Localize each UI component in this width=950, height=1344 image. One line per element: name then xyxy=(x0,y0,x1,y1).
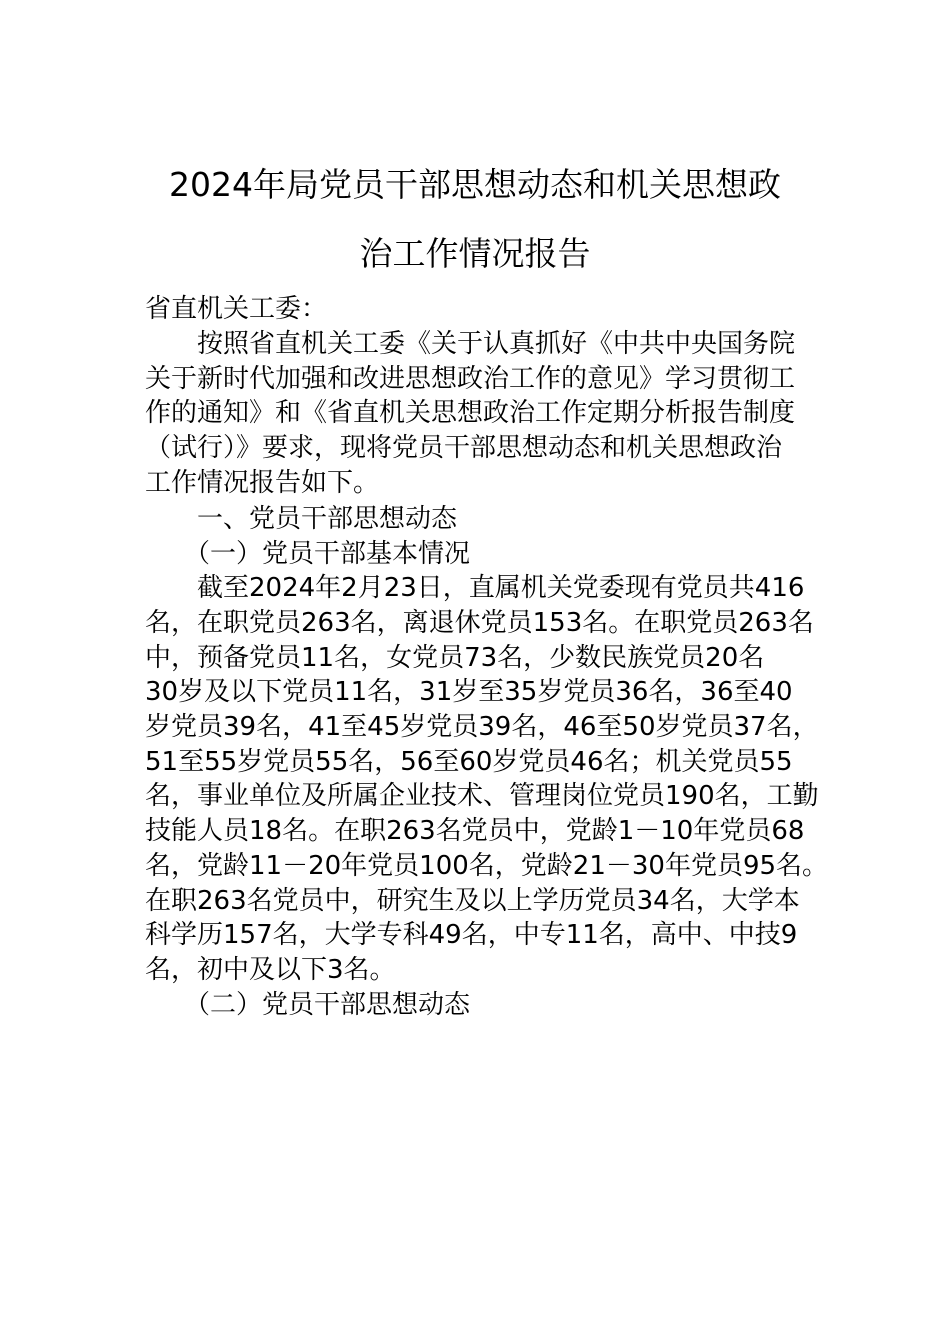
document-title-line-1: 2024年局党员干部思想动态和机关思想政 xyxy=(169,165,781,204)
paragraph-line: 截至2024年2月23日，直属机关党委现有党员共416 xyxy=(145,573,805,603)
paragraph-line: 30岁及以下党员11名，31岁至35岁党员36名，36至40 xyxy=(145,677,793,707)
paragraph-line: 关于新时代加强和改进思想政治工作的意见》学习贯彻工 xyxy=(145,364,796,394)
paragraph-line: 名，事业单位及所属企业技术、管理岗位党员190名，工勤 xyxy=(145,781,819,811)
paragraph-line: 岁党员39名，41至45岁党员39名，46至50岁党员37名， xyxy=(145,712,819,742)
paragraph-line: 在职263名党员中，研究生及以上学历党员34名，大学本 xyxy=(145,886,800,916)
section-heading: 一、党员干部思想动态 xyxy=(145,504,458,534)
paragraph-line: 名，初中及以下3名。 xyxy=(145,955,396,985)
addressee: 省直机关工委： xyxy=(145,294,328,324)
paragraph-line: 科学历157名，大学专科49名，中专11名，高中、中技9 xyxy=(145,920,798,950)
paragraph-line: 按照省直机关工委《关于认真抓好《中共中央国务院 xyxy=(145,329,796,359)
document-title-line-2: 治工作情况报告 xyxy=(359,234,591,273)
paragraph-line: 中，预备党员11名，女党员73名，少数民族党员20名 xyxy=(145,643,765,673)
subsection-heading: （二）党员干部思想动态 xyxy=(145,990,471,1020)
paragraph-line: 技能人员18名。在职263名党员中，党龄1－10年党员68 xyxy=(145,816,805,846)
paragraph-line: 工作情况报告如下。 xyxy=(145,468,380,498)
paragraph-line: 名，党龄11－20年党员100名，党龄21－30年党员95名。 xyxy=(145,851,829,881)
paragraph-line: 作的通知》和《省直机关思想政治工作定期分析报告制度 xyxy=(145,398,796,428)
paragraph-line: 51至55岁党员55名，56至60岁党员46名；机关党员55 xyxy=(145,747,793,777)
paragraph-line: 名，在职党员263名，离退休党员153名。在职党员263名 xyxy=(145,608,814,638)
subsection-heading: （一）党员干部基本情况 xyxy=(145,539,471,569)
paragraph-line: （试行）》要求，现将党员干部思想动态和机关思想政治 xyxy=(145,433,783,463)
